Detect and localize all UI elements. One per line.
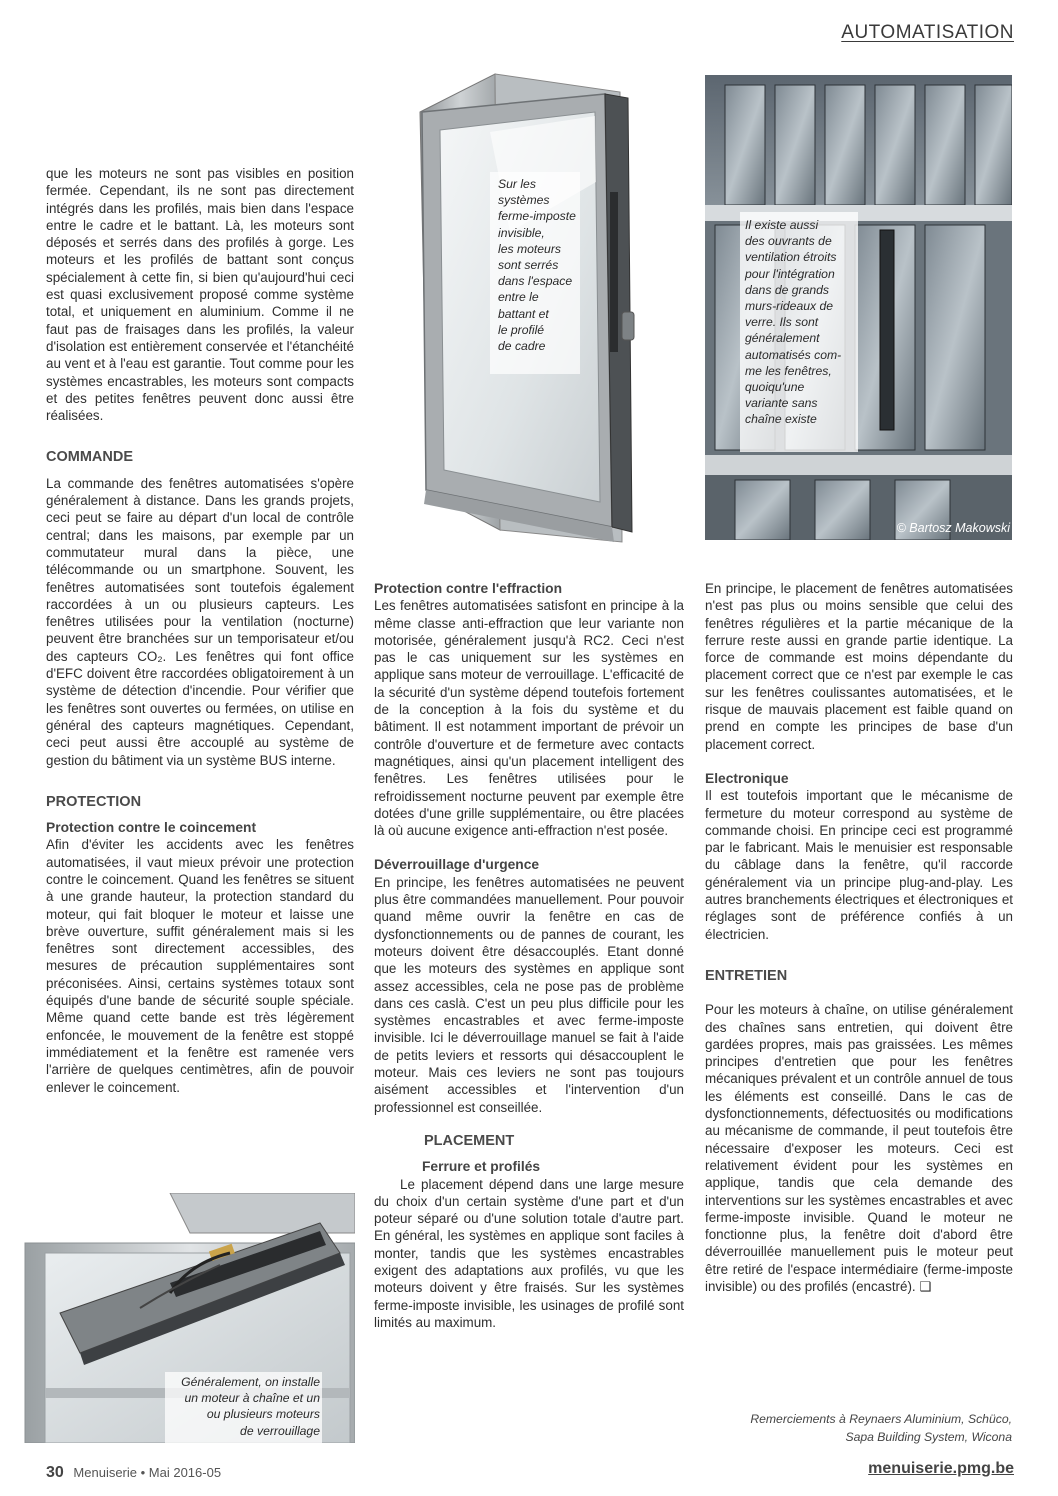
heading-electronique: Electronique (705, 770, 789, 786)
caption-line: entre le (498, 290, 539, 305)
caption-line: battant et (498, 306, 549, 321)
caption-line: généralement (745, 331, 820, 346)
thanks-line-1: Remerciements à Reynaers Aluminium, Schüco, (750, 1412, 1012, 1426)
section-label: AUTOMATISATION (841, 22, 1014, 43)
paragraph-coincement: Afin d'éviter les accidents avec les fenêtres automatisées, il vaut mieux prévoir une protection contre le coincement. Quand les fenêtres se situent à une grande hauteur, la protection standard du moteur, qui fait bloquer le moteur et laisse une brève ouverture, suffit généralement mais si les fenêtres sont directement accessibles, des mesures de précaution supplémentaires sont préconisées. Ainsi, certains systèmes totaux sont équipés d'une bande de sécurité souple spéciale. Même quand cette bande est très légèrement enfoncée, le mouvement de la fenêtre est stoppé immédiatement et la fenêtre est ramenée vers l'arrière de quelques centimètres, afin de pouvoir enlever le coincement. (46, 837, 354, 1095)
caption-line: quoiqu'une (745, 380, 805, 395)
caption-line: dans l'espace (498, 274, 573, 289)
caption-line: dans de grands (745, 282, 830, 297)
caption-line: pour l'intégration (745, 266, 835, 281)
caption-line: Sur les (498, 177, 536, 191)
caption-line: systèmes (498, 193, 550, 208)
caption-line: de cadre (498, 339, 546, 354)
caption-line: le profilé (498, 322, 545, 337)
caption-line: murs-rideaux de (745, 299, 834, 314)
caption-line: me les fenêtres, (745, 363, 832, 378)
heading-urgence: Déverrouillage d'urgence (374, 857, 540, 873)
column-right (705, 580, 1013, 1295)
caption-line: sont serrés (498, 258, 559, 273)
caption-facade (745, 217, 863, 428)
column-left (46, 165, 354, 1096)
column-middle (374, 580, 684, 1331)
caption-line: ventilation étroits (745, 250, 837, 265)
heading-effraction: Protection contre l'effraction (374, 581, 563, 596)
caption-line: les moteurs (498, 241, 561, 256)
paragraph-entretien: Pour les moteurs à chaîne, on utilise généralement des chaînes sans entretien, qui doivent être gardées propres, mais pas graissées. Les mêmes principes d'entretien que pour les fenêtres mécaniques prévalent et un contrôle annuel de tous les éléments est conseillé. Dans le cas de dysfonctionnements, défectuosités ou modifications au mécanisme de commande, il peut toutefois être nécessaire d'exposer les moteurs. Ceci est relativement évident pour les systèmes en applique, tandis que cela demande des interventions sur les systèmes encastrables et avec ferme-imposte invisible. Quand le moteur ne fonctionne plus, la fenêtre doit d'abord être déverrouillée manuellement puis le moteur peut être retiré de l'espace intermédiaire (ferme-imposte invisible) ou des profilés (encastré). ❑ (705, 1002, 1013, 1294)
heading-ferrure: Ferrure et profilés (422, 1159, 541, 1175)
caption-line: ou plusieurs moteurs (206, 1407, 320, 1422)
heading-placement: PLACEMENT (424, 1132, 515, 1149)
caption-line: verre. Ils sont (745, 315, 819, 330)
paragraph-intro: que les moteurs ne sont pas visibles en position fermée. Cependant, ils ne sont pas directement intégrés dans les profilés, mais bien dans l'espace entre le cadre et le battant. Là, les moteurs sont déposés et serrés dans des profilés à gorge. Les moteurs et les profilés de battant sont conçus spécialement à cette fin, si bien qu'aujourd'hui ceci est quasi exclusivement proposé comme système total, et uniquement en aluminium. Comme il ne faut pas de fraisages dans les profilés, la valeur d'isolation est entièrement conservée et l'étanchéité au vent et à l'eau est garantie. Tout comme pour les systèmes encastrables, les moteurs sont compacts et des petites fenêtres peuvent donc aussi être réalisées. (46, 166, 354, 424)
caption-line: des ouvrants de (745, 234, 832, 249)
caption-line: un moteur à chaîne et un (184, 1391, 320, 1406)
heading-entretien: ENTRETIEN (705, 967, 788, 984)
caption-line: Il existe aussi (745, 218, 819, 232)
heading-commande: COMMANDE (46, 449, 133, 466)
footer-left (46, 1464, 221, 1482)
paragraph-electronique: Il est toutefois important que le mécanisme de fermeture du moteur correspond au système de commande choisi. En principe ceci est programmé par le fabricant. Mais le menuisier est responsable du câblage dans la fenêtre, qu'il raccorde généralement via un principe plug-and-play. Les autres branchements électriques et électroniques et réglages sont de préférence confiés à un électricien. (705, 788, 1013, 942)
thanks-line-2: Sapa Building System, Wicona (845, 1430, 1012, 1444)
page-number: 30 (46, 1464, 64, 1481)
caption-line: chaîne existe (745, 412, 817, 427)
caption-chain (160, 1374, 320, 1439)
caption-line: invisible, (498, 225, 545, 240)
caption-line: variante sans (745, 396, 818, 411)
caption-line: de verrouillage (240, 1423, 320, 1438)
website-link[interactable]: menuiserie.pmg.be (868, 1460, 1014, 1477)
caption-window (498, 176, 588, 354)
paragraph-placement: En principe, le placement de fenêtres automatisées n'est pas plus ou moins sensible que celui des fenêtres régulières et la partie mécanique de la ferrure reste aussi en grande partie identique. La force de commande est moins dépendante du placement correct que ce n'est par exemple le cas sur les fenêtres coulissantes automatisées, et le risque de mauvais placement est faible quand on prend en compte les principes de base d'un placement correct. (705, 581, 1013, 752)
heading-protection: PROTECTION (46, 793, 142, 810)
paragraph-effraction: Les fenêtres automatisées satisfont en principe à la même classe anti-effraction que leur variante non motorisée, généralement jusqu'à RC2. Ceci n'est pas le cas uniquement sur les systèmes en applique sans moteur de verrouillage. L'efficacité de la sécurité d'un système dépend toutefois fortement de la conception à la fois du système et du bâtiment. Il est notamment important de prévoir un contrôle d'ouverture et de fermeture avec contacts magnétiques, ainsi qu'un placement intelligent des fenêtres. Les fenêtres utilisées pour le refroidissement nocturne peuvent par exemple être dotées d'une grille supplémentaire, ou être placées là où aucune exigence anti-effraction n'est posée. (374, 598, 684, 839)
heading-coincement: Protection contre le coincement (46, 820, 257, 836)
publication-name: Menuiserie • Mai 2016-05 (73, 1465, 222, 1480)
photo-credit: © Bartosz Makowski (896, 521, 1010, 535)
caption-line: Généralement, on installe (181, 1375, 320, 1389)
paragraph-ferrure: Le placement dépend dans une large mesure du choix d'un certain système d'une part et d'un poteur séparé ou d'une solution totale d'autre part. En général, les systèmes en applique sont faciles à monter, tandis que les systèmes encastrables exigent des adaptations aux profilés, vu que les moteurs doivent y être fraisés. Sur les systèmes ferme-imposte invisible, les usinages de profilé sont limités au maximum. (374, 1176, 684, 1330)
caption-line: automatisés com- (745, 347, 842, 362)
paragraph-urgence: En principe, les fenêtres automatisées ne peuvent plus être commandées manuellement. Pour pouvoir quand même ouvrir la fenêtre en cas de dysfonctionnements ou de pannes de courant, les moteurs doivent être désaccouplés. Etant donné que les moteurs des systèmes en applique sont assez accessibles, cela ne pose pas de problème dans ces caslà. C'est un peu plus difficile pour les systèmes encastrables et avec ferme-imposte invisible. Ici le déverrouillage manuel se fait à l'aide de petits leviers et ressorts qui désaccouplent le moteur. Mais ces leviers ne sont pas toujours aisément accessibles et l'intervention d'un professionnel est conseillée. (374, 874, 684, 1115)
paragraph-commande: La commande des fenêtres automatisées s'opère généralement à distance. Dans les grands projets, ceci peut se faire au départ d'un local de contrôle central; dans les maisons, par exemple par un commutateur mural dans la pièce, une télécommande ou un smartphone. Souvent, les fenêtres automatisées sont toutefois également raccordées à un ou plusieurs capteurs. Les fenêtres utilisées pour la ventilation (nocturne) peuvent être branchées sur un temporisateur et/ou des capteurs CO₂. Les fenêtres qui font office d'EFC doivent être raccordées obligatoirement à un système de détection d'incendie. Pour vérifier que les fenêtres sont ouvertes ou fermées, on utilise en général des capteurs magnétiques. Cependant, ceci peut aussi être accouplé au système de gestion du bâtiment via un système BUS interne. (46, 475, 354, 768)
caption-line: ferme-imposte (498, 209, 576, 224)
